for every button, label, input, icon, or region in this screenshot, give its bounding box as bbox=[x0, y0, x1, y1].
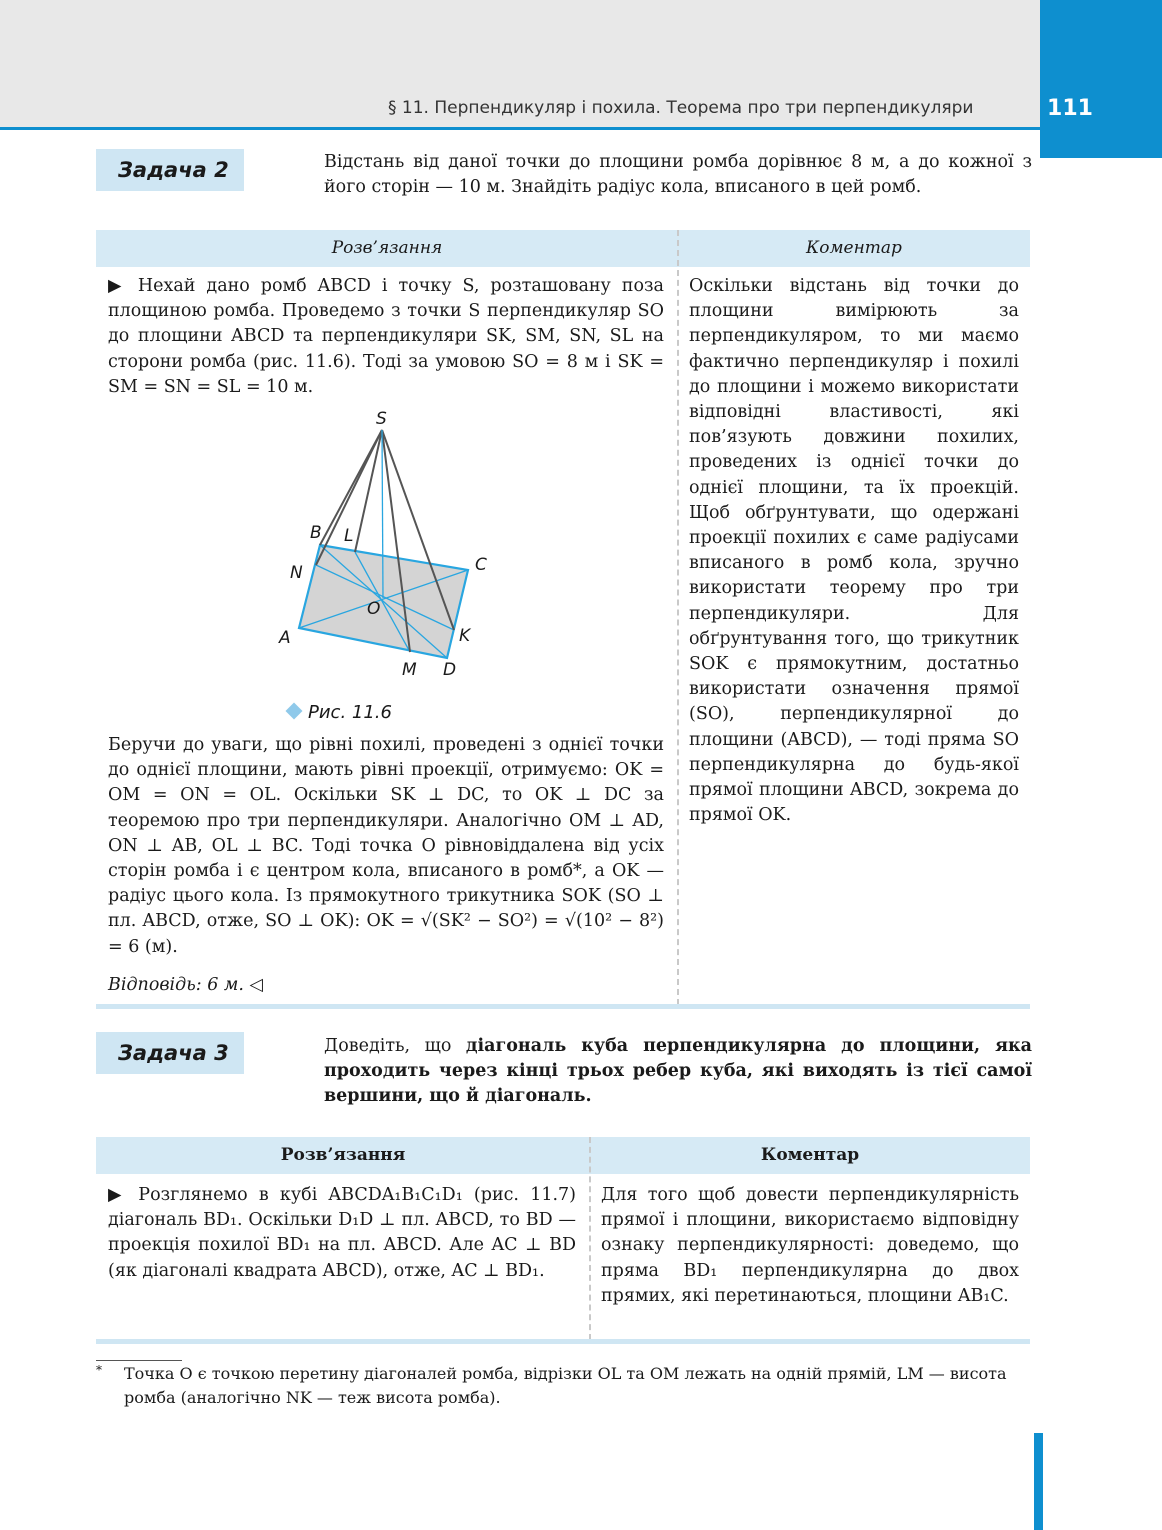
task-3-solution: ▶ Розглянемо в кубі ABCDA₁B₁C₁D₁ (рис. 11.7) діагональ BD₁. Оскільки D₁D ⊥ пл. ABCD, то BD — проекція похилої BD₁ на пл. ABCD. Але AC ⊥ BD (як діагоналі квадрата ABCD), отже, AC ⊥ BD₁. bbox=[108, 1185, 576, 1281]
task-3-column-divider bbox=[589, 1137, 591, 1340]
footnote-marker: * bbox=[96, 1363, 102, 1377]
task-2-col-solution: Розв’язання bbox=[331, 238, 443, 258]
page-number-tab bbox=[1040, 0, 1162, 158]
label-b: B bbox=[310, 523, 322, 543]
task-2-answer: Відповідь: 6 м. ◁ bbox=[108, 975, 264, 995]
task-2-statement: Відстань від даної точки до площини ромба дорівнює 8 м, а до кожної з його сторін — 10 м. Знайдіть радіус кола, вписаного в цей ромб. bbox=[324, 152, 1032, 197]
footnote-text: Точка O є точкою перетину діагоналей ромба, відрізки OL та OM лежать на одній прямій, LM — висота ромба (аналогічно NK — теж висота ромба). bbox=[124, 1364, 1007, 1407]
label-s: S bbox=[376, 409, 387, 429]
task-3-label: Задача 3 bbox=[96, 1032, 244, 1074]
footnote-rule bbox=[96, 1360, 182, 1361]
figure-11-6-caption: Рис. 11.6 bbox=[288, 702, 392, 723]
label-d: D bbox=[443, 660, 457, 680]
task-2-bottom-rule bbox=[96, 1004, 1030, 1009]
task-2-solution-intro: ▶ Нехай дано ромб ABCD і точку S, розташовану поза площиною ромба. Проведемо з точки S перпендикуляр SO до площини ABCD та перпендикуляри SK, SM, SN, SL на сторони ромба (рис. 11.6). Тоді за умовою SO = 8 м і SK = SM = SN = SL = 10 м. bbox=[108, 276, 664, 397]
task-2-table-header bbox=[96, 230, 1030, 267]
task-2-solution-body: Беручи до уваги, що рівні похилі, проведені з однієї точки до однієї площини, мають рівні проекції, отримуємо: OK = OM = ON = OL. Оскільки SK ⊥ DC, то OK ⊥ DC за теоремою про три перпендикуляри. Аналогічно OM ⊥ AD, ON ⊥ AB, OL ⊥ BC. Тоді точка O рівновіддалена від усіх сторін ромба і є центром кола, вписаного в ромб*, а OK — радіус цього кола. Із прямокутного трикутника SOK (SO ⊥ пл. ABCD, отже, SO ⊥ OK): OK = √(SK² − SO²) = √(10² − 8²) = 6 (м). bbox=[108, 735, 664, 957]
task-2-label: Задача 2 bbox=[96, 149, 244, 191]
task-2-col-comment: Коментар bbox=[806, 238, 902, 258]
task-3-comment: Для того щоб довести перпендикулярність прямої і площини, використаємо відповідну ознаку перпендикулярності: доведемо, що пряма BD₁ перпендикулярна до двох прямих, які перетинаються, площини AB₁C. bbox=[601, 1185, 1019, 1306]
page-number: 111 bbox=[1047, 96, 1093, 121]
label-c: C bbox=[475, 555, 487, 575]
task-3-statement: Доведіть, що діагональ куба перпендикулярна до площини, яка проходить через кінці трьох ребер куба, які виходять із тієї самої вершини, що й діагональ. bbox=[324, 1036, 1033, 1106]
running-head: § 11. Перпендикуляр і похила. Теорема про три перпендикуляри bbox=[388, 98, 974, 118]
task-3-col-solution: Розв’язання bbox=[280, 1145, 406, 1165]
task-2-comment: Оскільки відстань від точки до площини вимірюють за перпендикуляром, то ми маємо фактично перпендикуляр і похилі до площини і можемо використати відповідні властивості, які пов’язують довжини похилих, проведених із однієї точки до однієї площини, та їх проекцій. Щоб обґрунтувати, що одержані проекції похилих є саме радіусами вписаного в ромб кола, зручно використати теорему про три перпендикуляри. Для обґрунтування того, що трикутник SOK є прямокутним, достатньо використати означення прямої (SO), перпендикулярної до площини (ABCD), — тоді пряма SO перпендикулярна до будь-якої прямої площини ABCD, зокрема до прямої OK. bbox=[689, 276, 1019, 826]
caption-diamond-icon bbox=[286, 703, 303, 720]
header-rule bbox=[0, 127, 1040, 130]
task-3-table-header bbox=[96, 1137, 1030, 1174]
edge-accent-bar bbox=[1034, 1433, 1043, 1530]
label-m: M bbox=[402, 660, 417, 680]
figure-11-6-rhombus-pyramid bbox=[270, 400, 490, 690]
label-k: K bbox=[459, 626, 471, 646]
label-n: N bbox=[290, 563, 303, 583]
task-2-column-divider bbox=[677, 230, 679, 1005]
label-l: L bbox=[344, 526, 354, 546]
task-3-bottom-rule bbox=[96, 1339, 1030, 1344]
label-o: O bbox=[367, 599, 381, 619]
task-3-col-comment: Коментар bbox=[760, 1145, 860, 1165]
label-a: A bbox=[279, 628, 291, 648]
